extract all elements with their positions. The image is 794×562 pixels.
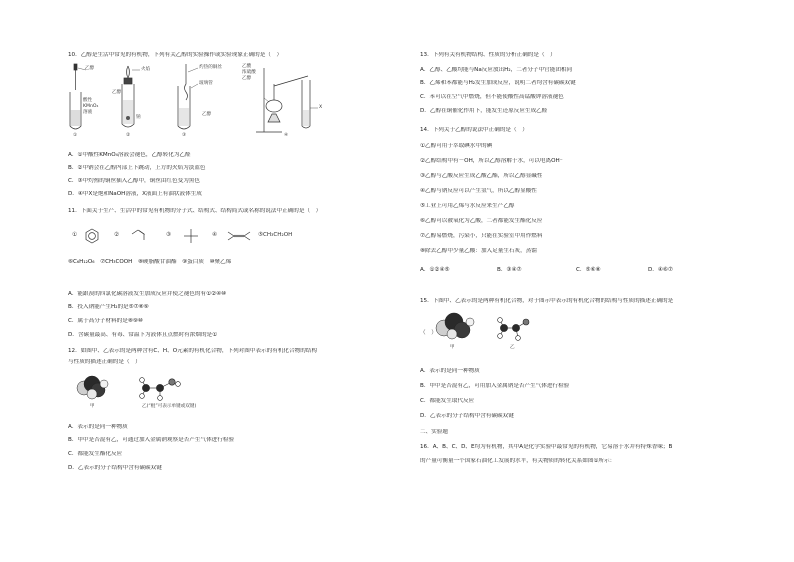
q11-option-a: A．能跟溴的四氯化碳溶液发生加成反应并使之褪色的有①②④⑩ [68,291,227,297]
q14-item-4: ④乙醇与钠反应可以产生氢气，所以乙醇显酸性 [420,188,537,194]
q15-option-d: D．乙表示的分子结构中含有碳碳双键 [420,413,514,419]
fig-label-c3: 乙醇 [202,112,212,117]
q16-line2: 的产量可衡量一个国家石油化工发展的水平，有关物质的转化关系如图①所示： [420,458,616,464]
q12-molecule-figure [72,370,272,412]
fig-number-4: ④ [284,133,289,138]
fig-number-1: ① [73,133,78,138]
q13-option-a: A．乙醇、乙酸均能与Na反应放出H₂，二者分子中官能团相同 [420,67,573,73]
q14-item-1: ①乙醇可用于萃取碘水中的碘 [420,143,493,149]
q10-option-a: A．①中酸性KMnO₄溶液会褪色，乙醇转化为乙醛 [68,152,191,158]
q11-structures [68,224,398,248]
fig-number-3: ③ [182,133,187,138]
fig-label-c1: 灼热的铜丝 [199,65,222,70]
q12-option-a: A．表示的是同一种物质 [68,424,128,430]
fig-label-d1: 乙酸 [242,64,252,69]
q15-molecule-figure [420,304,546,352]
q15-stem: 15．下图甲、乙表示的是两种有机化合物，对于图示中表示的有机化合物的结构与性质的描述正确的是 [420,298,674,304]
fig-label-a2: 酸性 [83,98,93,103]
section-heading: 二、实验题 [420,429,448,435]
q15-stem-paren: （ ） [420,330,437,336]
q10-option-d: D．④中X是饱和NaOH溶液，X液面上有油状液体生成 [68,191,202,197]
fig-label-d2: 浓硫酸 [242,70,256,75]
q14-choice-d: D．④⑥⑦ [648,267,673,273]
q15-option-b: B．甲中是否混有乙，可用加入金属钠是否产生气体进行检验 [420,383,570,389]
q11-row2: ⑥C₆H₁₂O₆ ⑦CH₃COOH ⑧硬脂酸甘油酯 ⑨蛋白质 ⑩聚乙烯 [68,259,232,265]
q10-option-b: B．②中钠会在乙醇内部上下跳动，上方的火焰为淡蓝色 [68,165,206,171]
struct-label-4: ④ [212,232,218,238]
q15-option-a: A．表示的是同一种物质 [420,368,480,374]
q15-caption-jia: 甲 [450,345,455,350]
q14-item-5: ⑤工业上可用乙烯与水反应来生产乙醇 [420,203,515,209]
q10-option-c: C．③中灼热的铜丝插入乙醇中，铜丝由红色变为黑色 [68,178,200,184]
q15-caption-yi: 乙 [510,345,515,350]
q13-option-c: C．苯可以在空气中燃烧，但不能使酸性高锰酸钾溶液褪色 [420,94,564,100]
struct-label-5: ⑤CH₃CH₂OH [258,232,293,238]
q14-item-8: ⑧除去乙醇中少量乙酸：加入足量生石灰，蒸馏 [420,248,537,254]
q14-choices [420,265,760,273]
fig-label-d3: 乙醇 [242,76,252,81]
q12-stem-line2: 与性质的描述正确的是（ ） [68,359,141,365]
fig-label-b3: 钠 [136,115,141,120]
q14-choice-b: B．③④⑦ [497,267,522,273]
q14-choice-c: C．⑤⑥⑧ [576,267,601,273]
q12-caption-jia: 甲 [90,404,95,409]
q14-stem: 14．下列关于乙醇的说法中正确的是（ ） [420,127,528,133]
struct-label-1: ① [72,232,78,238]
apparatus-drawing [68,62,398,140]
fig-label-d4: X [319,105,323,110]
fig-label-b1: 火焰 [141,67,151,72]
q12-option-d: D．乙表示的分子结构中含有碳碳双键 [68,465,162,471]
q14-item-3: ③乙醇与乙酸反应生成乙酸乙酯，所以乙醇显碱性 [420,173,543,179]
q10-stem: 10．乙醇是生活中常见的有机物，下列有关乙醇的实验操作或实验现象正确的是（ ） [68,52,283,58]
q14-item-6: ⑥乙醇可以被氧化为乙酸，二者都能发生酯化反应 [420,218,543,224]
fig-label-a1: 乙醇 [85,66,95,71]
q13-stem: 13．下列有关有机物结构、性质的分析正确的是（ ） [420,52,556,58]
q14-choice-a: A．①②④⑤ [420,267,450,273]
q12-option-c: C．都能发生酯化反应 [68,451,123,457]
q12-option-b: B．甲中是否混有乙，可通过加入金属钠观察是否产生气体进行检验 [68,437,235,443]
q11-stem: 11．下面关于生产、生活中的常见有机物的分子式、结构式、结构简式或名称的说法中正确的是（ ） [68,208,322,214]
struct-label-2: ② [114,232,120,238]
q10-apparatus-figure [68,62,398,140]
struct-label-3: ③ [166,232,172,238]
molecule-models-15 [426,304,546,352]
fig-label-c2: 玻璃管 [199,81,213,86]
q11-option-d: D．含碳量最高、有毒、常温下为液体且点燃时有浓烟的是① [68,332,218,338]
q14-item-2: ②乙醇结构中有－OH，所以乙醇溶解于水，可以电离OH⁻ [420,158,563,164]
q11-option-c: C．属于高分子材料的是⑧⑨⑩ [68,318,143,324]
q13-option-d: D．乙醇在铜催化作用下，能发生还原反应生成乙醛 [420,108,548,114]
fig-label-a3: KMnO₄ [83,104,99,109]
q12-stem-line1: 12．如图甲、乙表示的是两种含有C、H、O元素的有机化合物，下列对图中表示的有机化合物的结构 [68,348,317,354]
fig-label-b2: 乙醇 [112,90,122,95]
q13-option-b: B．乙烯和苯都能与H₂发生加成反应，说明二者均含有碳碳双键 [420,80,576,86]
q14-item-7: ⑦乙醇易燃烧，污染小，只能在实验室中用作燃料 [420,233,543,239]
q11-option-b: B．投入钠能产生H₂的是⑤⑦⑧⑨ [68,304,149,310]
q15-option-c: C．都能发生取代反应 [420,398,475,404]
fig-label-a4: 溶液 [83,110,93,115]
q12-caption-yi: 乙(“棍”可表示单键或双键) [142,404,197,409]
q16-line1: 16．A、B、C、D、E均为有机物，其中A是化学实验中最常见的有机物，它易溶于水并有特殊香味；B [420,444,673,450]
fig-number-2: ② [126,133,131,138]
